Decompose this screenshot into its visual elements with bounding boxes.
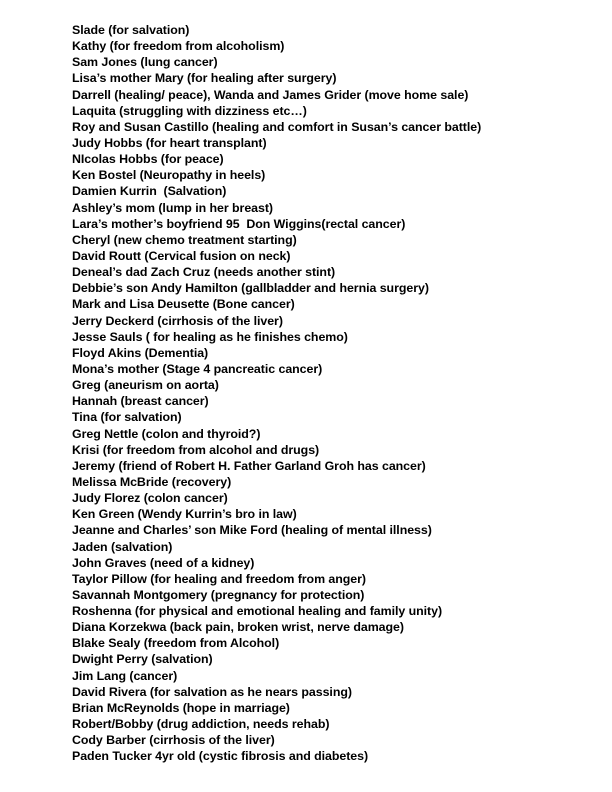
- prayer-list: [72, 22, 602, 764]
- prayer-list-item: Laquita (struggling with dizziness etc…): [72, 103, 307, 118]
- prayer-list-item: Judy Hobbs (for heart transplant): [72, 135, 267, 150]
- prayer-list-item: Ashley’s mom (lump in her breast): [72, 200, 274, 215]
- prayer-list-item: Mark and Lisa Deusette (Bone cancer): [72, 297, 295, 312]
- prayer-list-item: Jesse Sauls ( for healing as he finishes chemo): [72, 329, 348, 344]
- prayer-list-item: David Routt (Cervical fusion on neck): [72, 248, 291, 263]
- prayer-list-item: Ken Bostel (Neuropathy in heels): [72, 168, 266, 183]
- prayer-list-item: Cheryl (new chemo treatment starting): [72, 232, 297, 247]
- prayer-list-item: Melissa McBride (recovery): [72, 474, 232, 489]
- prayer-list-item: Roshenna (for physical and emotional healing and family unity): [72, 604, 443, 619]
- prayer-list-item: Darrell (healing/ peace), Wanda and James Grider (move home sale): [72, 87, 469, 102]
- prayer-list-item: NIcolas Hobbs (for peace): [72, 152, 224, 167]
- prayer-list-item: Tina (for salvation): [72, 410, 182, 425]
- prayer-list-item: Sam Jones (lung cancer): [72, 55, 218, 70]
- prayer-list-item: Deneal’s dad Zach Cruz (needs another stint): [72, 265, 336, 280]
- prayer-list-item: David Rivera (for salvation as he nears passing): [72, 684, 352, 699]
- prayer-list-item: Damien Kurrin (Salvation): [72, 184, 227, 199]
- prayer-list-item: Taylor Pillow (for healing and freedom from anger): [72, 571, 366, 586]
- prayer-list-item: Dwight Perry (salvation): [72, 652, 213, 667]
- prayer-list-item: John Graves (need of a kidney): [72, 555, 255, 570]
- prayer-list-item: Cody Barber (cirrhosis of the liver): [72, 733, 275, 748]
- prayer-list-item: Diana Korzekwa (back pain, broken wrist, nerve damage): [72, 620, 404, 635]
- prayer-list-item: Slade (for salvation): [72, 23, 190, 37]
- prayer-list-item: Floyd Akins (Dementia): [72, 345, 209, 360]
- prayer-list-item: Mona’s mother (Stage 4 pancreatic cancer): [72, 361, 323, 376]
- prayer-list-item: Greg (aneurism on aorta): [72, 378, 219, 393]
- prayer-list-item: Savannah Montgomery (pregnancy for protection): [72, 587, 365, 602]
- prayer-list-item: Kathy (for freedom from alcoholism): [72, 39, 285, 54]
- prayer-list-item: Krisi (for freedom from alcohol and drugs): [72, 442, 320, 457]
- prayer-list-item: Lisa’s mother Mary (for healing after surgery): [72, 71, 337, 86]
- prayer-list-item: Debbie’s son Andy Hamilton (gallbladder and hernia surgery): [72, 281, 429, 296]
- prayer-list-item: Judy Florez (colon cancer): [72, 491, 228, 506]
- prayer-list-item: Jeremy (friend of Robert H. Father Garland Groh has cancer): [72, 458, 426, 473]
- prayer-list-item: Robert/Bobby (drug addiction, needs rehab): [72, 717, 330, 732]
- prayer-list-item: Greg Nettle (colon and thyroid?): [72, 426, 261, 441]
- prayer-list-item: Jim Lang (cancer): [72, 668, 178, 683]
- prayer-list-item: Jeanne and Charles’ son Mike Ford (healing of mental illness): [72, 523, 432, 538]
- prayer-list-item: Jerry Deckerd (cirrhosis of the liver): [72, 313, 283, 328]
- prayer-list-item: Paden Tucker 4yr old (cystic fibrosis and diabetes): [72, 749, 369, 764]
- prayer-list-item: Jaden (salvation): [72, 539, 173, 554]
- prayer-list-item: Lara’s mother’s boyfriend 95 Don Wiggins(rectal cancer): [72, 216, 406, 231]
- prayer-list-item: Blake Sealy (freedom from Alcohol): [72, 636, 280, 651]
- prayer-list-item: Roy and Susan Castillo (healing and comfort in Susan’s cancer battle): [72, 119, 482, 134]
- prayer-list-item: Ken Green (Wendy Kurrin’s bro in law): [72, 507, 297, 522]
- prayer-list-item: Hannah (breast cancer): [72, 394, 209, 409]
- prayer-list-item: Brian McReynolds (hope in marriage): [72, 700, 290, 715]
